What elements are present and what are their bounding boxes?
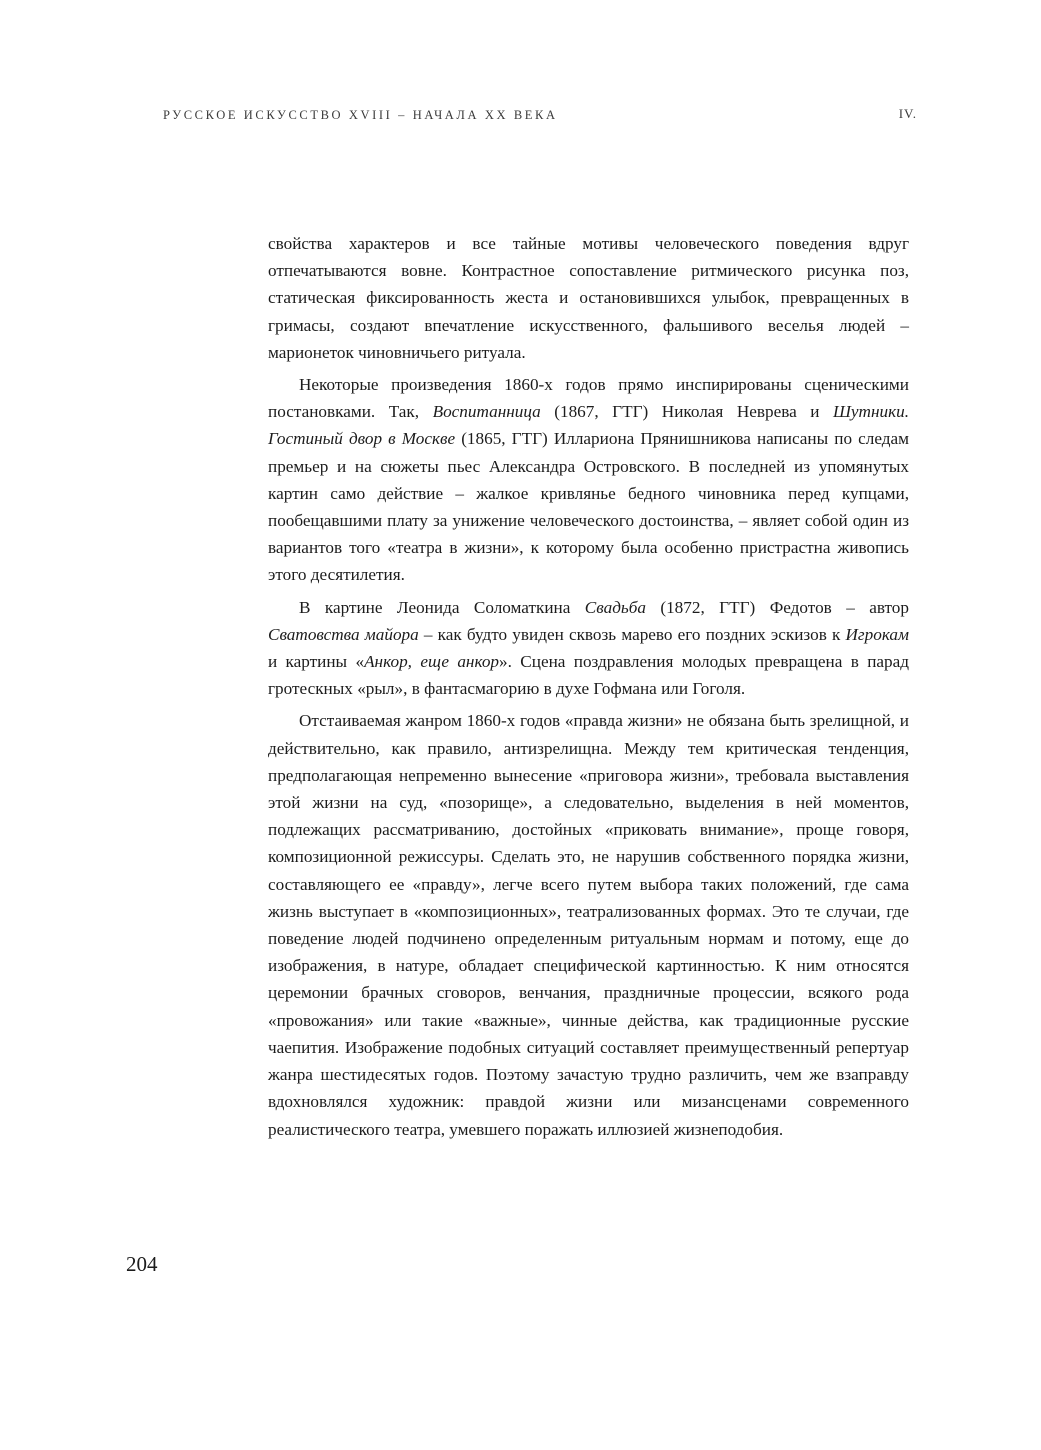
artwork-title-svadba: Свадьба — [584, 597, 646, 617]
paragraph-3-text-5: ». Сцена поздравления молодых превращена в парад гротескных «рыл», в фантасмагорию в духе Гофмана или Гоголя. — [268, 652, 909, 699]
paragraph-2-text-2: (1867, ГТГ) Николая Неврева и — [540, 402, 833, 422]
paragraph-3 — [268, 594, 909, 703]
paragraph-2-text-3: (1865, ГТГ) Иллариона Прянишникова написаны по следам премьер и на сюжеты пьес Александра Островского. В последней из упомянутых картин само действие – жалкое кривлянье бедного чиновника перед купцами, пообещавшими плату за унижение человеческого достоинства, – являет собой один из вариантов того «театра в жизни», к которому была особенно пристрастна живопись этого десятилетия. — [268, 429, 909, 585]
paragraph-3-text-4: и картины « — [268, 652, 365, 672]
paragraph-2-text-1: Некоторые произведения 1860-х годов прямо инспирированы сценическими постановками. Так, — [268, 375, 909, 422]
paragraph-4 — [268, 707, 909, 1142]
artwork-title-ankor: Анкор, еще анкор — [364, 652, 500, 672]
artwork-title-vospitannitsa: Воспитанница — [432, 402, 541, 422]
paragraph-1-text: свойства характеров и все тайные мотивы человеческого поведения вдруг отпечатываются вовне. Контрастное сопоставление ритмического рисунка поз, статическая фиксированность жеста и остановившихся улыбок, превращенных в гримасы, создают впечатление искусственного, фальшивого веселья людей – марионеток чиновничьего ритуала. — [268, 234, 909, 362]
section-number: IV. — [898, 106, 917, 121]
artwork-title-svatovstvo-mayora: Сватовства майора — [268, 624, 419, 644]
artwork-title-igroki: Игрокам — [845, 624, 909, 644]
paragraph-3-text-1: В картине Леонида Соломаткина — [299, 597, 585, 617]
paragraph-1 — [268, 230, 909, 366]
paragraph-3-text-3: – как будто увиден сквозь марево его поздних эскизов к — [418, 624, 846, 644]
artwork-title-shutniki: Шутники. Гостиный двор в Москве — [268, 402, 910, 449]
page-number: 204 — [126, 1252, 158, 1276]
paragraph-3-text-2: (1872, ГТГ) Федотов – автор — [645, 597, 909, 617]
body-text — [268, 230, 909, 1148]
running-header-title: РУССКОЕ ИСКУССТВО XVIII – НАЧАЛА XX ВЕКА — [163, 108, 558, 122]
paragraph-4-text: Отстаиваемая жанром 1860-х годов «правда жизни» не обязана быть зрелищной, и действительно, как правило, антизрелищна. Между тем критическая тенденция, предполагающая непременно вынесение «приговора жизни», требовала выставления этой жизни на суд, «позорище», а следовательно, выделения в ней моментов, подлежащих рассматриванию, достойных «приковать внимание», проще говоря, композиционной режиссуры. Сделать это, не нарушив собственного порядка жизни, составляющего ее «правду», легче всего путем выбора таких положений, где сама жизнь выступает в «композиционных», театрализованных формах. Это те случаи, где поведение людей подчинено определенным ритуальным нормам и потому, еще до изображения, в натуре, обладает специфической картинностью. К ним относятся церемонии брачных сговоров, венчания, праздничные процессии, всякого рода «провожания» или такие «важные», чинные действа, как традиционные русские чаепития. Изображение подобных ситуаций составляет преимущественный репертуар жанра шестидесятых годов. Поэтому зачастую трудно различить, чем же взаправду вдохновлялся художник: правдой жизни или мизансценами современного реалистического театра, умевшего поражать иллюзией жизнеподобия. — [268, 711, 909, 1139]
paragraph-2 — [268, 371, 909, 589]
